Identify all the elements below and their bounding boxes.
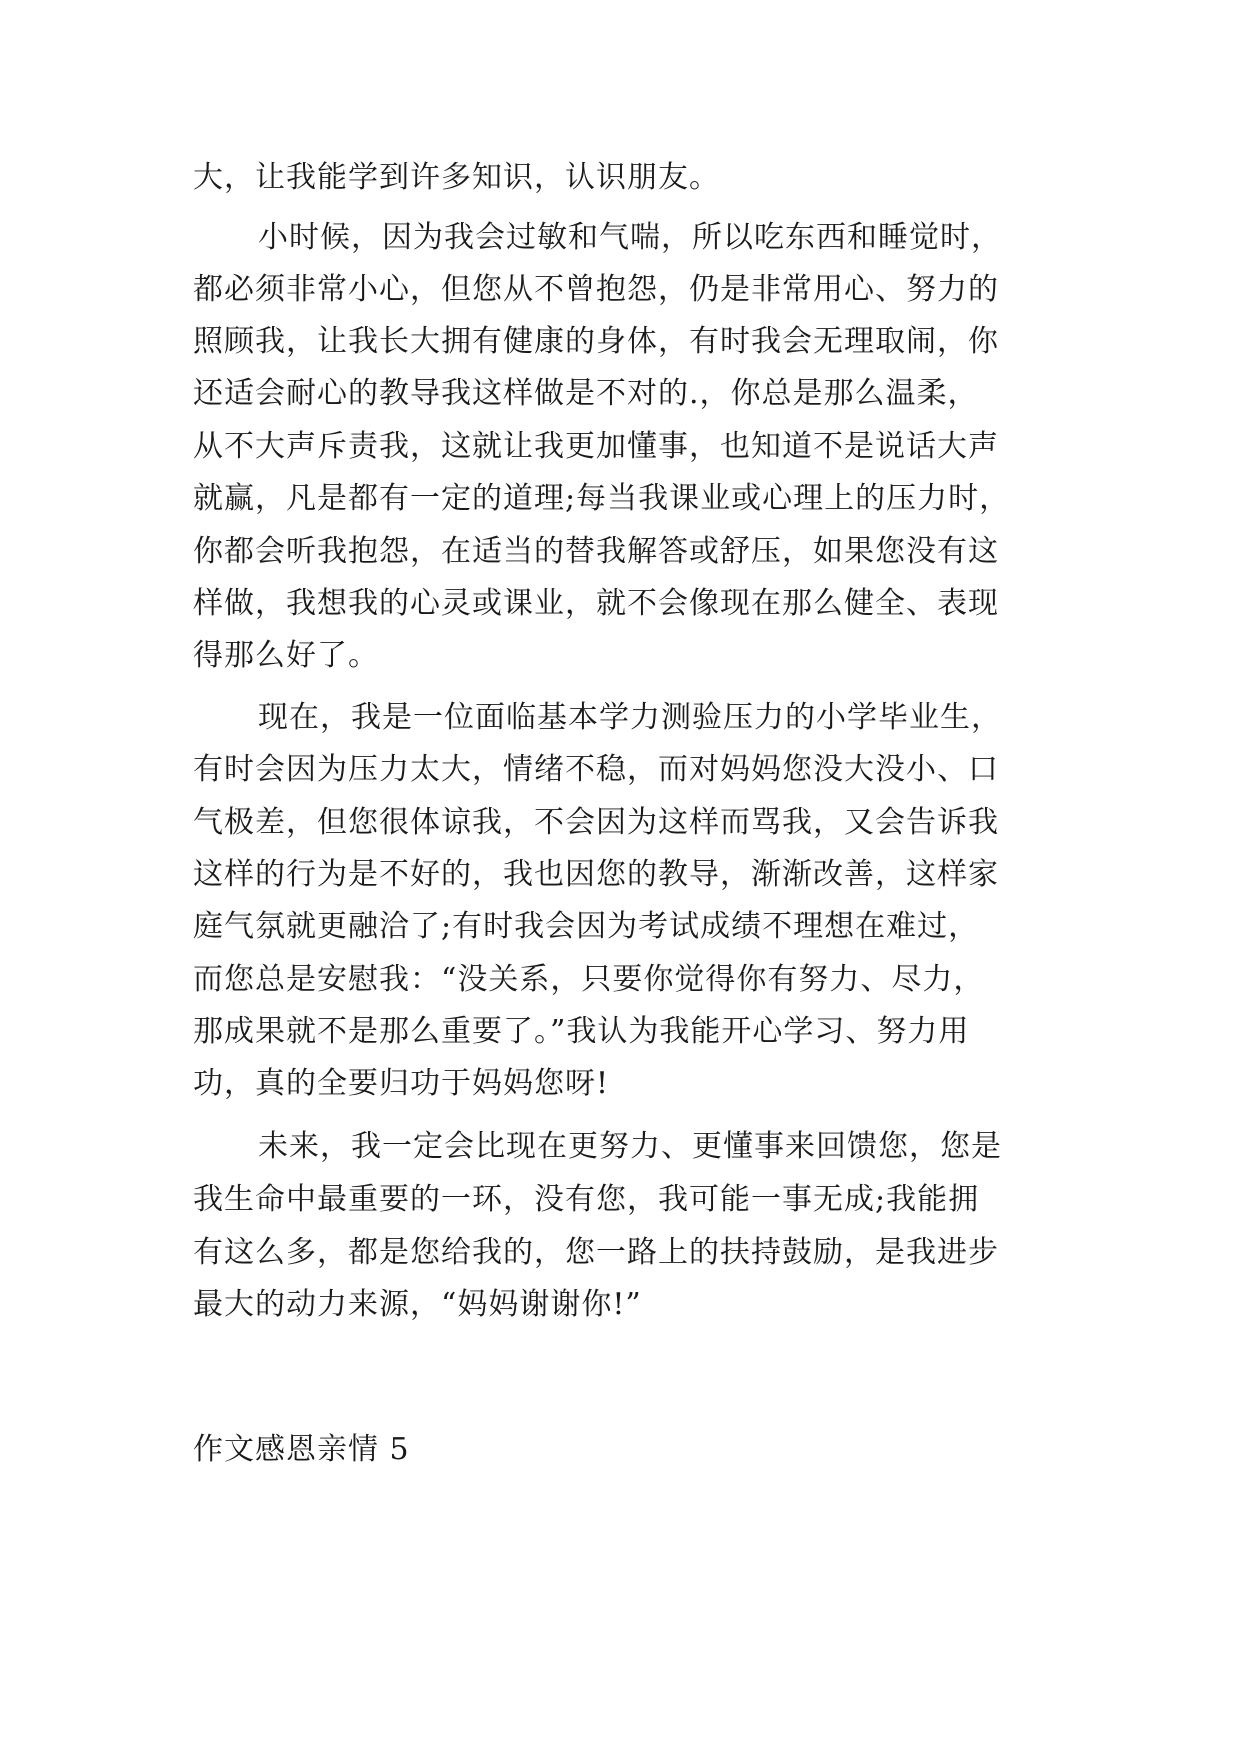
text-line: 最大的动力来源，“妈妈谢谢你!” bbox=[193, 1287, 642, 1322]
text-line: 而您总是安慰我：“没关系，只要你觉得你有努力、尽力， bbox=[193, 962, 985, 997]
text-line: 还适会耐心的教导我这样做是不对的.，你总是那么温柔， bbox=[193, 376, 979, 411]
text-line: 照顾我，让我长大拥有健康的身体，有时我会无理取闹，你 bbox=[193, 324, 999, 359]
text-line: 你都会听我抱怨，在适当的替我解答或舒压，如果您没有这 bbox=[193, 534, 999, 569]
text-line: 都必须非常小心，但您从不曾抱怨，仍是非常用心、努力的 bbox=[193, 272, 999, 307]
text-line: 从不大声斥责我，这就让我更加懂事，也知道不是说话大声 bbox=[193, 429, 999, 464]
text-line: 庭气氛就更融洽了;有时我会因为考试成绩不理想在难过， bbox=[193, 909, 980, 944]
text-line: 气极差，但您很体谅我，不会因为这样而骂我，又会告诉我 bbox=[193, 805, 999, 840]
text-line: 样做，我想我的心灵或课业，就不会像现在那么健全、表现 bbox=[193, 586, 999, 621]
text-line: 功，真的全要归功于妈妈您呀! bbox=[193, 1066, 610, 1101]
text-line: 这样的行为是不好的，我也因您的教导，渐渐改善，这样家 bbox=[193, 857, 999, 892]
paragraph-first-line: 现在，我是一位面临基本学力测验压力的小学毕业生， bbox=[258, 700, 1002, 735]
text-line: 得那么好了。 bbox=[193, 638, 379, 673]
text-line: 有时会因为压力太大，情绪不稳，而对妈妈您没大没小、口 bbox=[193, 752, 999, 787]
section-title: 作文感恩亲情 5 bbox=[193, 1432, 410, 1467]
text-line: 就赢，凡是都有一定的道理;每当我课业或心理上的压力时， bbox=[193, 481, 1011, 516]
text-line: 有这么多，都是您给我的，您一路上的扶持鼓励，是我进步 bbox=[193, 1235, 999, 1270]
text-line: 大，让我能学到许多知识，认识朋友。 bbox=[193, 160, 720, 195]
paragraph-first-line: 小时候，因为我会过敏和气喘，所以吃东西和睡觉时， bbox=[258, 220, 1002, 255]
text-line: 我生命中最重要的一环，没有您，我可能一事无成;我能拥 bbox=[193, 1182, 980, 1217]
text-line: 那成果就不是那么重要了。”我认为我能开心学习、努力用 bbox=[193, 1014, 970, 1049]
paragraph-first-line: 未来，我一定会比现在更努力、更懂事来回馈您，您是 bbox=[258, 1129, 1002, 1164]
